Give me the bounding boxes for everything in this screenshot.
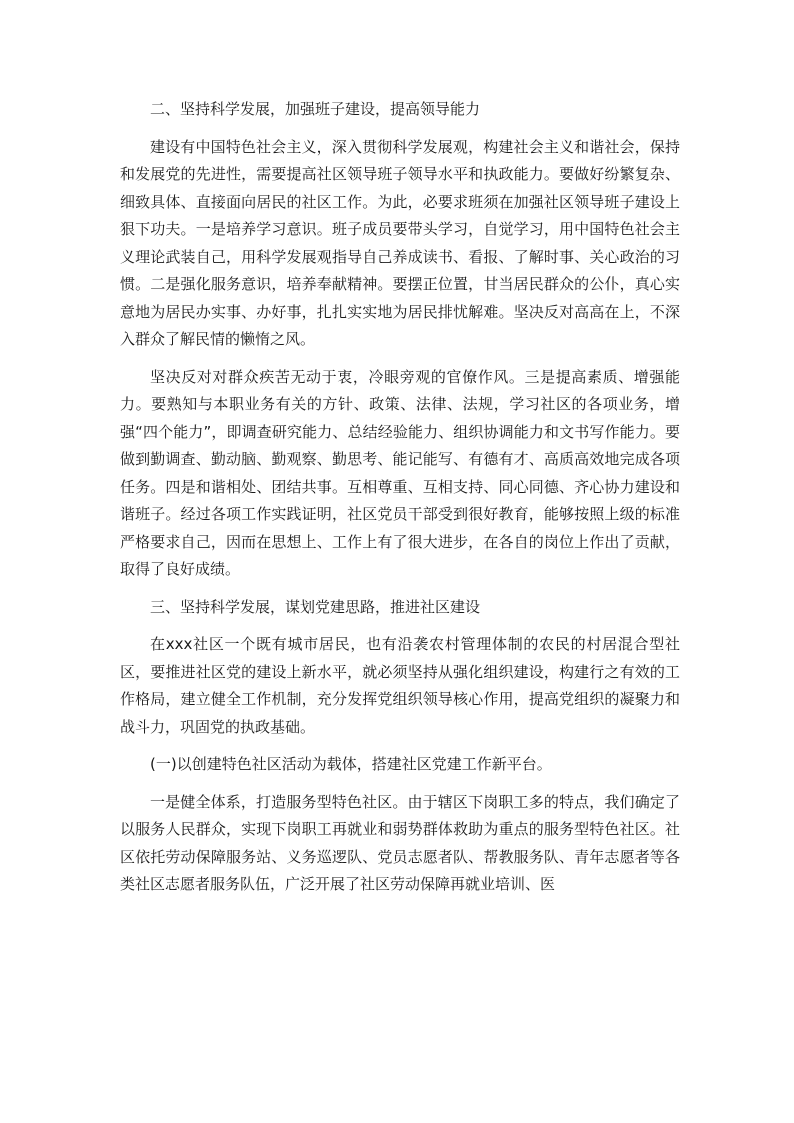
body-paragraph: 坚决反对对群众疾苦无动于衷，冷眼旁观的官僚作风。三是提高素质、增强能力。要熟知与本职业务有关的方针、政策、法律、法规，学习社区的各项业务，增强“四个能力”，即调查研究能力、总结经验能力、组织协调能力和文书写作能力。要做到勤调查、勤动脑、勤观察、勤思考、能记能写、有德有才、高质高效地完成各项任务。四是和谐相处、团结共事。互相尊重、互相支持、同心同德、齐心协力建设和谐班子。经过各项工作实践证明，社区党员干部受到很好教育，能够按照上级的标准严格要求自己，因而在思想上、工作上有了很大进步，在各自的岗位上作出了贡献，取得了良好成绩。: [120, 367, 680, 578]
body-paragraph: 一是健全体系，打造服务型特色社区。由于辖区下岗职工多的特点，我们确定了以服务人民群众，实现下岗职工再就业和弱势群体救助为重点的服务型特色社区。社区依托劳动保障服务站、义务巡逻队、党员志愿者队、帮教服务队、青年志愿者等各类社区志愿者服务队伍，广泛开展了社区劳动保障再就业培训、医: [120, 792, 680, 893]
body-paragraph: 建设有中国特色社会主义，深入贯彻科学发展观，构建社会主义和谐社会，保持和发展党的先进性，需要提高社区领导班子领导水平和执政能力。要做好纷繁复杂、细致具体、直接面向居民的社区工作。为此，必要求班须在加强社区领导班子建设上狠下功夫。一是培养学习意识。班子成员要带头学习，自觉学习，用中国特色社会主义理论武装自己，用科学发展观指导自己养成读书、看报、了解时事、关心政治的习惯。二是强化服务意识，培养奉献精神。要摆正位置，甘当居民群众的公仆，真心实意地为居民办实事、办好事，扎扎实实地为居民排忧解难。坚决反对高高在上，不深入群众了解民情的懒惰之风。: [120, 137, 680, 348]
section-heading-3: 三、坚持科学发展，谋划党建思路，推进社区建设: [150, 597, 481, 616]
section-heading-2: 二、坚持科学发展，加强班子建设，提高领导能力: [150, 100, 481, 118]
document-page: [120, 96, 680, 909]
body-paragraph: 在xxx社区一个既有城市居民，也有沿袭农村管理体制的农民的村居混合型社区，要推进社区党的建设上新水平，就必须坚持从强化组织建设，构建行之有效的工作格局，建立健全工作机制，充分发挥党组织领导核心作用，提高党组织的凝聚力和战斗力，巩固党的执政基础。: [120, 635, 680, 736]
sub-heading-1: (一)以创建特色社区活动为载体，搭建社区党建工作新平台。: [150, 755, 552, 773]
